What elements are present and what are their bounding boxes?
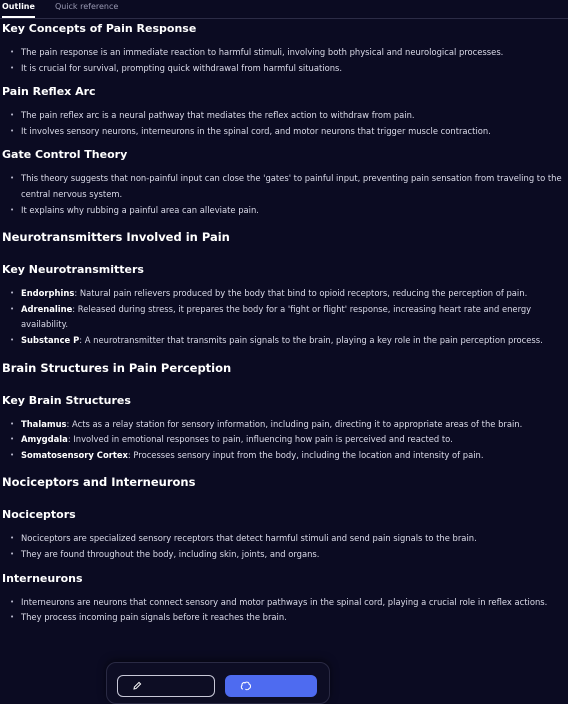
bullet-text: : Processes sensory input from the body, including the location and intensity of pain. bbox=[127, 449, 484, 460]
bullet-text: It involves sensory neurons, interneurons in the spinal cord, and motor neurons that trigger muscle contraction. bbox=[21, 125, 491, 136]
term-label: Thalamus bbox=[21, 418, 67, 429]
list-item bbox=[21, 302, 566, 333]
list-item bbox=[21, 595, 566, 611]
subsection-title: Key Neurotransmitters bbox=[2, 263, 144, 277]
bullet-text: Interneurons are neurons that connect sensory and motor pathways in the spinal cord, playing a crucial role in reflex actions. bbox=[21, 596, 548, 607]
section-heading-title: Nociceptors and Interneurons bbox=[2, 475, 196, 490]
list-item bbox=[21, 124, 566, 140]
list-item bbox=[21, 417, 566, 433]
list-item bbox=[21, 108, 566, 124]
subsection bbox=[2, 263, 566, 348]
tab-bar bbox=[0, 0, 568, 19]
list-item bbox=[21, 432, 566, 448]
bullet-list bbox=[2, 171, 566, 218]
bullet-text: They process incoming pain signals before it reaches the brain. bbox=[21, 612, 287, 623]
bullet-text: They are found throughout the body, including skin, joints, and organs. bbox=[21, 548, 320, 559]
subsection-title: Nociceptors bbox=[2, 508, 76, 522]
list-item bbox=[21, 61, 566, 77]
bullet-text: : Released during stress, it prepares the body for a 'fight or flight' response, increasing heart rate and energy availability. bbox=[21, 303, 532, 330]
subsection bbox=[2, 85, 566, 139]
subsection-title: Key Concepts of Pain Response bbox=[2, 22, 197, 35]
list-item bbox=[21, 531, 566, 547]
subsection-title: Interneurons bbox=[2, 571, 83, 585]
tab-outline[interactable]: Outline bbox=[2, 0, 35, 18]
list-item bbox=[21, 203, 566, 219]
section-heading bbox=[2, 229, 566, 245]
bullet-list bbox=[2, 108, 566, 139]
section-heading bbox=[2, 474, 566, 490]
brain-icon bbox=[240, 681, 252, 693]
list-item bbox=[21, 171, 566, 202]
list-item bbox=[21, 547, 566, 563]
bullet-list bbox=[2, 45, 566, 76]
term-label: Substance P bbox=[21, 334, 80, 345]
list-item bbox=[21, 333, 566, 349]
bullet-list bbox=[2, 531, 566, 562]
bullet-text: : Acts as a relay station for sensory information, including pain, directing it to appropriate areas of the brain. bbox=[66, 418, 523, 429]
bullet-list bbox=[2, 595, 566, 626]
section-heading-title: Brain Structures in Pain Perception bbox=[2, 360, 232, 375]
tab-quick-reference[interactable]: Quick reference bbox=[54, 2, 119, 11]
subsection-title: Pain Reflex Arc bbox=[2, 85, 96, 99]
subsection-title: Gate Control Theory bbox=[2, 148, 128, 162]
term-label: Endorphins bbox=[21, 288, 75, 299]
list-item bbox=[21, 448, 566, 464]
subsection bbox=[2, 22, 566, 76]
edit-button[interactable] bbox=[117, 675, 215, 697]
bullet-list bbox=[2, 286, 566, 348]
bullet-text: The pain reflex arc is a neural pathway that mediates the reflex action to withdraw from pain. bbox=[21, 110, 415, 121]
section-heading bbox=[2, 360, 566, 376]
subsection bbox=[2, 572, 566, 626]
subsection bbox=[2, 148, 566, 218]
pencil-icon bbox=[132, 681, 142, 693]
list-item bbox=[21, 286, 566, 302]
bullet-text: It is crucial for survival, prompting quick withdrawal from harmful situations. bbox=[21, 62, 343, 73]
term-label: Amygdala bbox=[21, 434, 68, 445]
bullet-text: : Involved in emotional responses to pain, influencing how pain is perceived and reacted to. bbox=[67, 434, 453, 445]
bullet-list bbox=[2, 417, 566, 464]
bullet-text: : A neurotransmitter that transmits pain signals to the brain, playing a key role in the pain perception process. bbox=[79, 334, 543, 345]
list-item bbox=[21, 45, 566, 61]
bullet-text: Nociceptors are specialized sensory receptors that detect harmful stimuli and send pain signals to the brain. bbox=[21, 533, 477, 544]
list-item bbox=[21, 610, 566, 626]
subsection bbox=[2, 394, 566, 464]
outline-content bbox=[0, 22, 568, 626]
bullet-text: : Natural pain relievers produced by the body that bind to opioid receptors, reducing the perception of pain. bbox=[74, 288, 528, 299]
bullet-text: It explains why rubbing a painful area can alleviate pain. bbox=[21, 204, 259, 215]
subsection-title: Key Brain Structures bbox=[2, 393, 131, 407]
bullet-text: The pain response is an immediate reaction to harmful stimuli, involving both physical and neurological processes. bbox=[21, 47, 504, 57]
term-label: Adrenaline bbox=[21, 303, 73, 314]
bullet-text: This theory suggests that non-painful input can close the 'gates' to painful input, preventing pain sensation from traveling to the central nervous system. bbox=[21, 173, 562, 199]
start-button[interactable] bbox=[225, 675, 317, 697]
section-heading-title: Neurotransmitters Involved in Pain bbox=[2, 230, 230, 245]
term-label: Somatosensory Cortex bbox=[21, 449, 128, 460]
bottom-action-bar bbox=[106, 662, 330, 704]
subsection bbox=[2, 508, 566, 562]
